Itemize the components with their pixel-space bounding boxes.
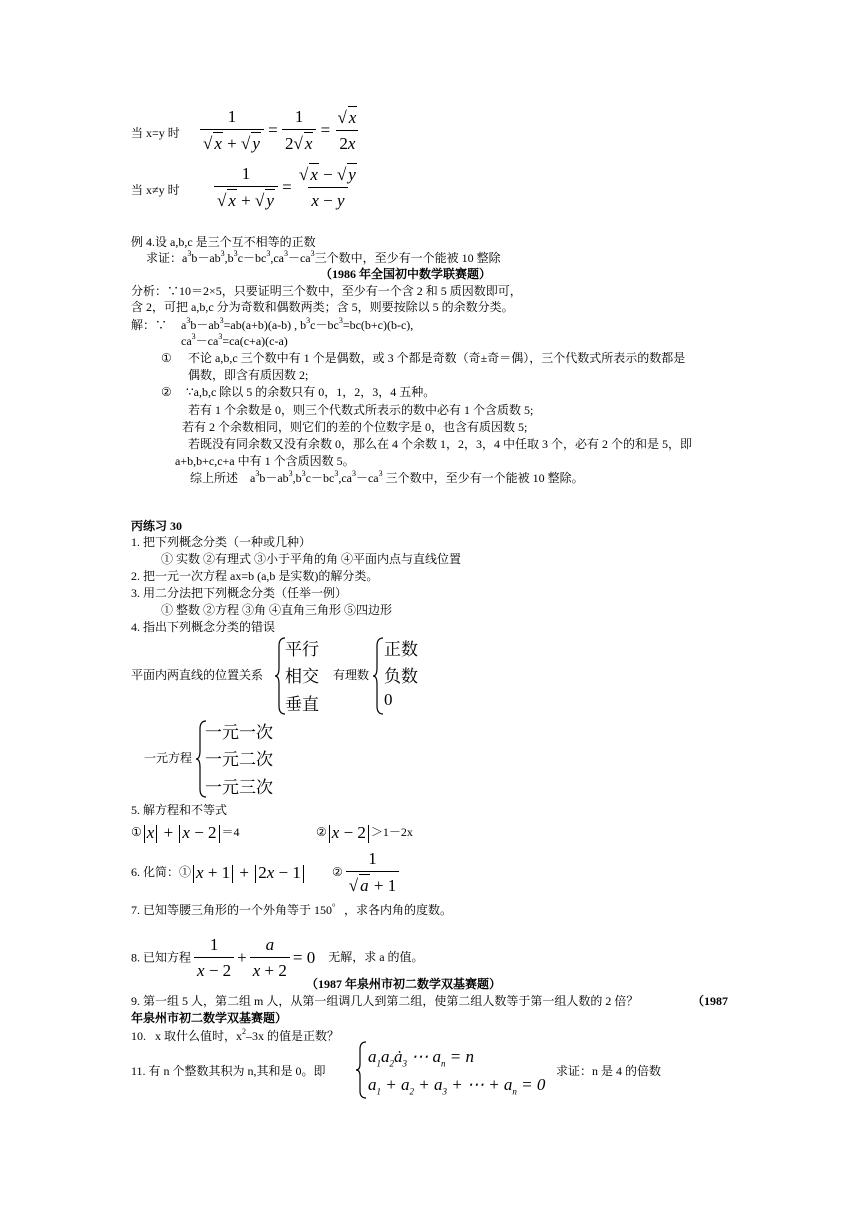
question-2: 2. 把一元一次方程 ax=b (a,b 是实数)的解分类。	[131, 569, 379, 583]
question-7: 7. 已知等腰三角形的一个外角等于 150゜，求各内角的度数。	[131, 903, 453, 917]
question-4: 4. 指出下列概念分类的错误	[131, 620, 276, 634]
item-2-line-d: 若既没有同余数又没有余数 0，那么在 4 个余数 1，2，3，4 中任取 3 个，必有 2 个的和是 5，即	[188, 437, 693, 451]
question-8: 8. 已知方程 $\frac{1}{x - 2}$ + $\frac{a}{x + 2}$ = 0 无解，求 a 的值。	[131, 935, 424, 981]
q4-eq-case-2: 一元二次	[205, 750, 273, 769]
question-5: 5. 解方程和不等式	[131, 803, 228, 817]
q11-product-equation: $a_1a_2ȧ_3$ ⋯ $a_n = n$	[368, 1047, 474, 1069]
q4-left-case-3: 垂直	[285, 695, 319, 714]
solution-line-1: $a^3b-ab^3=ab(a+b)(a-b)$ , $b^3c-bc^3=bc(b+c)(b-c)$,	[181, 316, 414, 332]
when-equal-label: 当 x=y 时	[131, 126, 180, 140]
question-11: 11. 有 n 个整数其积为 n,其和是 0。即	[131, 1064, 326, 1078]
q4-eq-case-1: 一元一次	[205, 723, 273, 742]
q4-left-case-2: 相交	[285, 667, 319, 686]
q4-eq-label: 一元方程	[144, 751, 193, 765]
q5-a-rhs: ＝4	[221, 825, 240, 840]
q4-right-case-3: 0	[384, 690, 393, 709]
q11-brace	[355, 1040, 367, 1100]
q6-label: 6. 化简：①	[131, 865, 192, 880]
example-4-prove	[146, 251, 501, 266]
q5-equation: ① x + x − 2 ＝4	[131, 823, 240, 842]
q8-tail: 无解，求 a 的值。	[328, 950, 424, 965]
item-2-line-c: 若有 2 个余数相同，则它们的差的个位数字是 0，也含有质因数 5;	[182, 420, 528, 434]
question-10: 10. x 取什么值时，$x^2-3x$ 的值是正数？	[131, 1027, 340, 1043]
q5-inequality: ② x − 2 ＞1－2x	[316, 823, 413, 842]
conclusion: 综上所述 $a^3b-ab^3,b^3c-bc^3,ca^3-ca^3$ 三个数中，至少有一个能被 10 整除。	[190, 469, 584, 485]
q4-right-case-2: 负数	[384, 667, 418, 686]
when-not-equal-label: 当 x≠y 时	[131, 183, 180, 197]
q11-tail: 求证：n 是 4 的倍数	[556, 1064, 662, 1078]
question-9: 9. 第一组 5 人，第二组 m 人，从第一组调几人到第二组，使第二组人数等于第一组人数的 2 倍？	[131, 994, 639, 1008]
prove-expression: $a^3b-ab^3,b^3c-bc^3,ca^3-ca^3$	[182, 249, 315, 265]
item-2-number: ②	[161, 385, 172, 399]
q5-b-rhs: ＞1－2x	[370, 825, 413, 840]
item-1-line-b: 偶数，即含有质因数 2;	[188, 368, 309, 382]
practice-title: 丙练习 30	[131, 519, 183, 533]
q9-source-b: 年泉州市初二数学双基赛题）	[131, 1011, 288, 1025]
item-1-line-a: 不论 a,b,c 三个数中有 1 个是偶数，或 3 个都是奇数（奇±奇＝偶），三个代数式所表示的数都是	[188, 351, 686, 365]
question-6: 6. 化简：① x + 1 + 2x − 1	[131, 862, 306, 883]
q4-right-case-1: 正数	[384, 640, 418, 659]
question-3-items: ① 整数 ②方程 ③角 ④直角三角形 ⑤四边形	[161, 603, 393, 617]
q5-b-number: ②	[316, 825, 327, 840]
q4-right-label: 有理数	[333, 668, 370, 682]
formula-not-equal-case: $\frac{1}{√ x + √ y}$ = $\frac{√ x - √ y}{x - y}$	[214, 163, 360, 212]
q6-b-number: ②	[332, 864, 343, 879]
q4-eq-case-3: 一元三次	[205, 778, 273, 797]
question-1-items: ① 实数 ②有理式 ③小于平角的角 ④平面内点与直线位置	[161, 552, 462, 566]
formula-equal-case: $\frac{1}{√ x + √ y}$ = $\frac{1}{2√ x}$ = $\frac{√ x}{2x}$	[200, 106, 360, 155]
item-2-line-a: ∵a,b,c 除以 5 的余数只有 0，1，2，3，4 五种。	[186, 385, 436, 399]
q11-sum-equation: $a_1 + a_2 + a_3$ + ⋯ + $a_n = 0$	[368, 1075, 546, 1097]
item-1-number: ①	[161, 351, 172, 365]
q5-a-number: ①	[131, 825, 142, 840]
example-4-source: （1986 年全国初中数学联赛题）	[320, 267, 492, 281]
solution-line-2: $ca^3-ca^3=ca(c+a)(c-a)$	[181, 332, 288, 348]
question-3: 3. 用二分法把下列概念分类（任举一例）	[131, 586, 348, 600]
q8-source: （1987 年泉州市初二数学双基赛题）	[306, 977, 502, 991]
q6-part-2: ② $\frac{1}{√ a + 1}$	[332, 848, 399, 897]
q4-right-brace	[372, 636, 384, 716]
q8-label: 8. 已知方程	[131, 950, 192, 965]
item-2-line-b: 若有 1 个余数是 0，则三个代数式所表示的数中必有 1 个含质数 5;	[188, 403, 534, 417]
q9-source-a: （1987	[692, 994, 729, 1008]
solution-label: 解：∵	[131, 318, 168, 332]
q4-left-case-1: 平行	[285, 640, 319, 659]
analysis-line-1: 分析：∵10＝2×5，只要证明三个数中，至少有一个含 2 和 5 质因数即可，	[131, 284, 522, 298]
analysis-line-2: 含 2，可把 a,b,c 分为奇数和偶数两类；含 5，则要按除以 5 的余数分类。	[131, 300, 514, 314]
item-2-line-e: a+b,b+c,c+a 中有 1 个含质因数 5。	[175, 454, 355, 468]
prove-prefix: 求证：	[146, 251, 183, 265]
prove-suffix: 三个数中，至少有一个能被 10 整除	[314, 251, 501, 265]
question-1: 1. 把下列概念分类（一种或几种）	[131, 535, 312, 549]
q4-left-label: 平面内两直线的位置关系	[131, 668, 264, 682]
example-4-title: 例 4.设 a,b,c 是三个互不相等的正数	[131, 235, 316, 249]
